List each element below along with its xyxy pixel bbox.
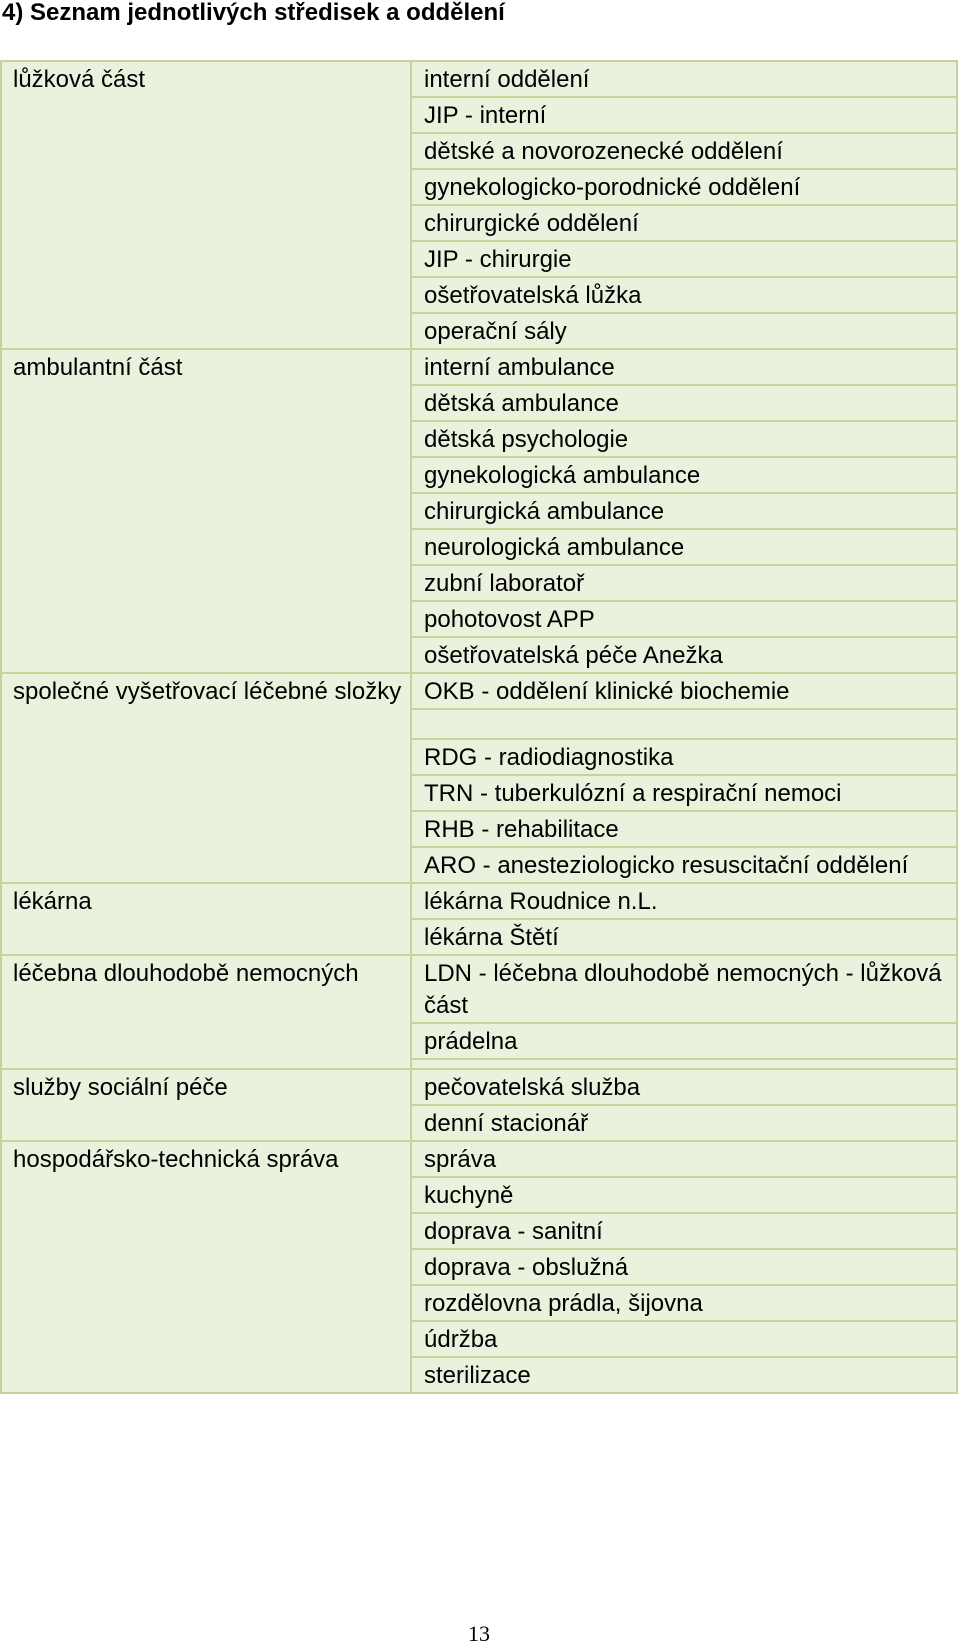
unit-item: ARO - anesteziologicko resuscitační oddělení [424, 852, 909, 879]
unit-item: lékárna Štětí [424, 924, 559, 951]
units-cell [412, 956, 958, 1070]
unit-item: operační sály [424, 318, 567, 345]
unit-item: údržba [412, 1322, 956, 1358]
unit-item: prádelna [412, 1024, 956, 1060]
unit-item: gynekologická ambulance [412, 458, 956, 494]
unit-item: pohotovost APP [412, 602, 956, 638]
unit-item: rozdělovna prádla, šijovna [412, 1286, 956, 1322]
units-cell [412, 350, 958, 674]
unit-item: ošetřovatelská péče Anežka [424, 642, 723, 669]
unit-item: denní stacionář [424, 1110, 589, 1137]
unit-item: RHB - rehabilitace [412, 812, 956, 848]
unit-item: lékárna Roudnice n.L. [412, 884, 956, 920]
unit-item: OKB - oddělení klinické biochemie [412, 674, 956, 710]
table-row [2, 1142, 958, 1394]
unit-item: JIP - chirurgie [412, 242, 956, 278]
category-cell [2, 884, 412, 956]
unit-item-empty [412, 710, 956, 740]
category-label: lékárna [13, 888, 92, 915]
table-row [2, 1070, 958, 1142]
unit-item: neurologická ambulance [412, 530, 956, 566]
category-cell [2, 674, 412, 884]
units-cell [412, 1070, 958, 1142]
category-label: lůžková část [13, 66, 146, 93]
unit-item-empty [412, 1060, 956, 1068]
unit-item: gynekologicko-porodnické oddělení [412, 170, 956, 206]
unit-item: ošetřovatelská lůžka [412, 278, 956, 314]
units-cell [412, 62, 958, 350]
unit-item: RDG - radiodiagnostika [412, 740, 956, 776]
category-cell [2, 1070, 412, 1142]
table-row [2, 674, 958, 884]
unit-item: správa [412, 1142, 956, 1178]
unit-item: dětská ambulance [412, 386, 956, 422]
section-heading: 4) Seznam jednotlivých středisek a oddělení [2, 0, 505, 26]
unit-item: interní oddělení [412, 62, 956, 98]
unit-item: kuchyně [412, 1178, 956, 1214]
table-row [2, 956, 958, 1070]
unit-item: pečovatelská služba [412, 1070, 956, 1106]
unit-item: doprava - sanitní [412, 1214, 956, 1250]
category-label: služby sociální péče [13, 1074, 228, 1101]
unit-item: zubní laboratoř [412, 566, 956, 602]
unit-item: interní ambulance [412, 350, 956, 386]
units-cell [412, 884, 958, 956]
unit-item: JIP - interní [412, 98, 956, 134]
units-cell [412, 674, 958, 884]
category-cell [2, 62, 412, 350]
category-label: společné vyšetřovací léčebné složky [13, 678, 402, 705]
unit-item: dětské a novorozenecké oddělení [412, 134, 956, 170]
category-cell [2, 956, 412, 1070]
table-row [2, 884, 958, 956]
unit-item: doprava - obslužná [412, 1250, 956, 1286]
unit-item: chirurgická ambulance [412, 494, 956, 530]
table-row [2, 350, 958, 674]
page-number: 13 [468, 1621, 490, 1646]
category-cell [2, 350, 412, 674]
unit-item: LDN - léčebna dlouhodobě nemocných - lůžková část [412, 956, 956, 1024]
category-label: léčebna dlouhodobě nemocných [13, 960, 359, 987]
units-cell [412, 1142, 958, 1394]
unit-item: TRN - tuberkulózní a respirační nemoci [412, 776, 956, 812]
departments-table [0, 60, 958, 1394]
table-row [2, 62, 958, 350]
unit-item: sterilizace [424, 1362, 531, 1389]
category-label: ambulantní část [13, 354, 183, 381]
category-cell [2, 1142, 412, 1394]
unit-item: chirurgické oddělení [412, 206, 956, 242]
unit-item: dětská psychologie [412, 422, 956, 458]
category-label: hospodářsko-technická správa [13, 1146, 339, 1173]
